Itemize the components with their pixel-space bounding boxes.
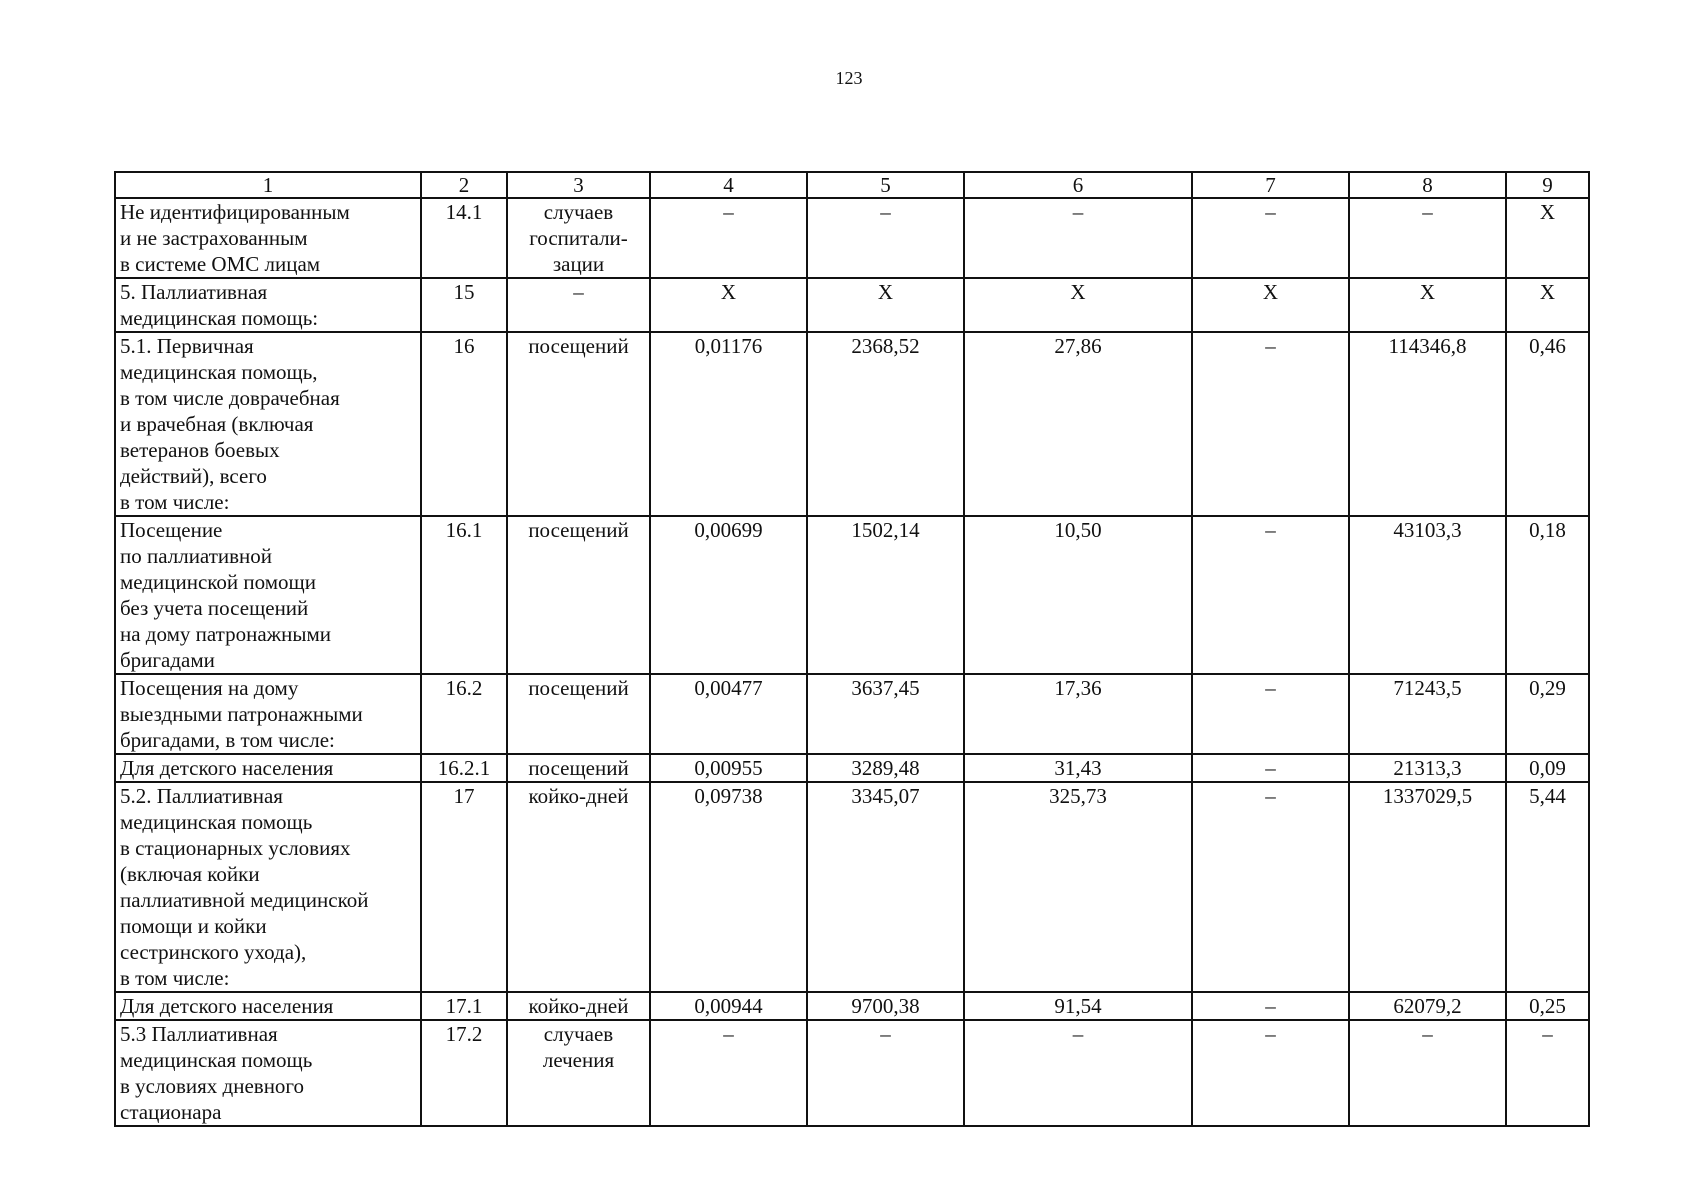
row-unit-cell: случаев госпитали- зации [507, 198, 650, 278]
value-cell-9: – [1506, 1020, 1589, 1126]
row-name-cell: 5.1. Первичная медицинская помощь, в том числе доврачебная и врачебная (включая ветеранов боевых действий), всего в том числе: [115, 332, 421, 516]
value-cell-4: 0,00955 [650, 754, 807, 782]
value-cell-5: 3637,45 [807, 674, 964, 754]
value-cell-9: 0,18 [1506, 516, 1589, 674]
value-cell-5: 1502,14 [807, 516, 964, 674]
row-code-cell: 16.2.1 [421, 754, 507, 782]
value-cell-5: 9700,38 [807, 992, 964, 1020]
row-name-cell: 5.2. Паллиативная медицинская помощь в стационарных условиях (включая койки паллиативной медицинской помощи и койки сестринского ухода), в том числе: [115, 782, 421, 992]
row-unit-cell: – [507, 278, 650, 332]
value-cell-4: Х [650, 278, 807, 332]
row-code-cell: 15 [421, 278, 507, 332]
row-code-cell: 17.2 [421, 1020, 507, 1126]
value-cell-7: – [1192, 1020, 1349, 1126]
value-cell-5: Х [807, 278, 964, 332]
row-name-cell: 5. Паллиативная медицинская помощь: [115, 278, 421, 332]
value-cell-8: 114346,8 [1349, 332, 1506, 516]
value-cell-8: 21313,3 [1349, 754, 1506, 782]
header-cell: 7 [1192, 172, 1349, 198]
value-cell-6: – [964, 1020, 1192, 1126]
row-code-cell: 14.1 [421, 198, 507, 278]
table-row [115, 516, 1589, 674]
value-cell-9: Х [1506, 278, 1589, 332]
value-cell-9: 0,29 [1506, 674, 1589, 754]
row-name-cell: Посещения на дому выездными патронажными бригадами, в том числе: [115, 674, 421, 754]
value-cell-7: – [1192, 992, 1349, 1020]
row-code-cell: 17.1 [421, 992, 507, 1020]
header-cell: 2 [421, 172, 507, 198]
row-name-cell: Для детского населения [115, 754, 421, 782]
value-cell-6: Х [964, 278, 1192, 332]
value-cell-5: 3345,07 [807, 782, 964, 992]
value-cell-6: 27,86 [964, 332, 1192, 516]
header-cell: 3 [507, 172, 650, 198]
table-body [115, 172, 1589, 1126]
value-cell-7: – [1192, 754, 1349, 782]
value-cell-7: Х [1192, 278, 1349, 332]
value-cell-8: 43103,3 [1349, 516, 1506, 674]
header-cell: 4 [650, 172, 807, 198]
row-name-cell: Не идентифицированным и не застрахованным в системе ОМС лицам [115, 198, 421, 278]
value-cell-9: 5,44 [1506, 782, 1589, 992]
table-row [115, 754, 1589, 782]
value-cell-6: 31,43 [964, 754, 1192, 782]
row-unit-cell: посещений [507, 516, 650, 674]
value-cell-9: 0,09 [1506, 754, 1589, 782]
row-unit-cell: койко-дней [507, 782, 650, 992]
value-cell-4: – [650, 198, 807, 278]
row-name-cell: Для детского населения [115, 992, 421, 1020]
row-code-cell: 17 [421, 782, 507, 992]
value-cell-6: 91,54 [964, 992, 1192, 1020]
row-unit-cell: посещений [507, 332, 650, 516]
header-row [115, 172, 1589, 198]
table-row [115, 992, 1589, 1020]
value-cell-8: 1337029,5 [1349, 782, 1506, 992]
value-cell-6: – [964, 198, 1192, 278]
value-cell-7: – [1192, 198, 1349, 278]
table-row [115, 198, 1589, 278]
value-cell-7: – [1192, 782, 1349, 992]
table-row [115, 278, 1589, 332]
header-cell: 5 [807, 172, 964, 198]
value-cell-4: 0,01176 [650, 332, 807, 516]
row-code-cell: 16 [421, 332, 507, 516]
header-cell: 1 [115, 172, 421, 198]
row-unit-cell: посещений [507, 674, 650, 754]
data-table [114, 171, 1590, 1127]
value-cell-7: – [1192, 674, 1349, 754]
value-cell-7: – [1192, 516, 1349, 674]
value-cell-4: 0,00477 [650, 674, 807, 754]
value-cell-5: – [807, 198, 964, 278]
value-cell-4: – [650, 1020, 807, 1126]
value-cell-6: 325,73 [964, 782, 1192, 992]
row-name-cell: Посещение по паллиативной медицинской помощи без учета посещений на дому патронажными бригадами [115, 516, 421, 674]
row-code-cell: 16.2 [421, 674, 507, 754]
value-cell-8: 62079,2 [1349, 992, 1506, 1020]
table-row [115, 782, 1589, 992]
page-number: 123 [835, 68, 863, 88]
value-cell-5: 2368,52 [807, 332, 964, 516]
value-cell-6: 17,36 [964, 674, 1192, 754]
header-cell: 8 [1349, 172, 1506, 198]
row-name-cell: 5.3 Паллиативная медицинская помощь в условиях дневного стационара [115, 1020, 421, 1126]
row-unit-cell: койко-дней [507, 992, 650, 1020]
value-cell-6: 10,50 [964, 516, 1192, 674]
value-cell-9: Х [1506, 198, 1589, 278]
table-row [115, 332, 1589, 516]
value-cell-5: 3289,48 [807, 754, 964, 782]
row-unit-cell: случаев лечения [507, 1020, 650, 1126]
value-cell-4: 0,00699 [650, 516, 807, 674]
value-cell-9: 0,46 [1506, 332, 1589, 516]
value-cell-4: 0,09738 [650, 782, 807, 992]
value-cell-5: – [807, 1020, 964, 1126]
value-cell-8: Х [1349, 278, 1506, 332]
value-cell-4: 0,00944 [650, 992, 807, 1020]
value-cell-7: – [1192, 332, 1349, 516]
value-cell-8: – [1349, 198, 1506, 278]
header-cell: 6 [964, 172, 1192, 198]
row-unit-cell: посещений [507, 754, 650, 782]
table-row [115, 1020, 1589, 1126]
table-row [115, 674, 1589, 754]
value-cell-8: 71243,5 [1349, 674, 1506, 754]
row-code-cell: 16.1 [421, 516, 507, 674]
value-cell-8: – [1349, 1020, 1506, 1126]
value-cell-9: 0,25 [1506, 992, 1589, 1020]
header-cell: 9 [1506, 172, 1589, 198]
